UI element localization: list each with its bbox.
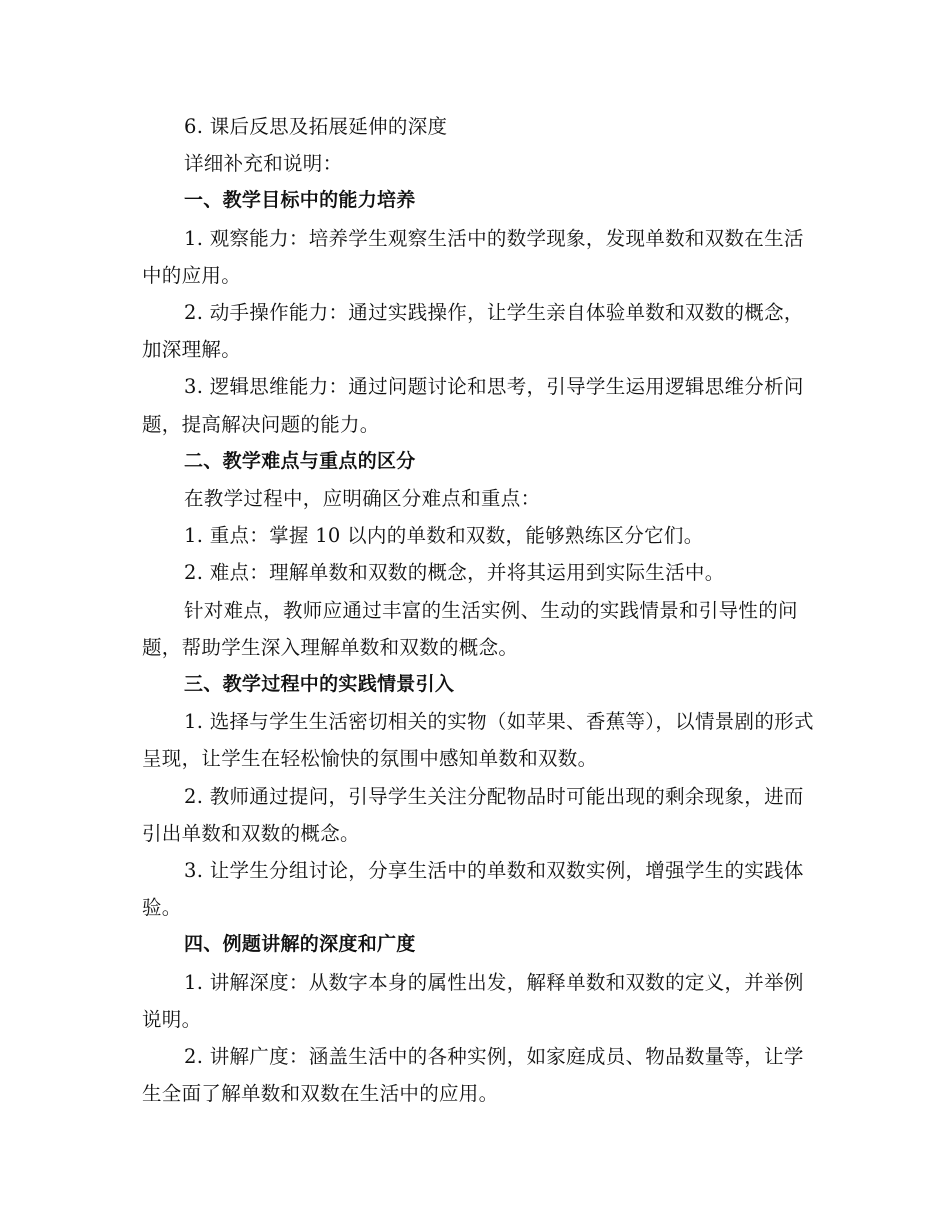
list-item-key-point: 1. 重点：掌握 10 以内的单数和双数，能够熟练区分它们。 [184,524,704,548]
intro-line: 详细补充和说明： [184,152,343,176]
section-heading-scenario: 三、教学过程中的实践情景引入 [184,673,455,696]
list-item-scenario-discussion: 3. 让学生分组讨论，分享生活中的单数和双数实例，增强学生的实践体验。 [142,859,804,920]
section-heading-difficulty: 二、教学难点与重点的区分 [184,449,416,472]
list-item-observation: 1. 观察能力：培养学生观察生活中的数学现象，发现单数和双数在生活中的应用。 [142,226,804,287]
list-item-logic: 3. 逻辑思维能力：通过问题讨论和思考，引导学生运用逻辑思维分析问题，提高解决问题的能力。 [142,375,804,436]
list-item-difficult-point: 2. 难点：理解单数和双数的概念，并将其运用到实际生活中。 [184,561,725,585]
document-body [142,108,814,1112]
paragraph-difficulty-strategy: 针对难点，教师应通过丰富的生活实例、生动的实践情景和引导性的问题，帮助学生深入理解单数和双数的概念。 [142,598,798,659]
list-item-depth: 1. 讲解深度：从数字本身的属性出发，解释单数和双数的定义，并举例说明。 [142,970,804,1031]
list-item-reflection: 6. 课后反思及拓展延伸的深度 [184,115,448,138]
paragraph-difficulty-intro: 在教学过程中，应明确区分难点和重点： [184,487,541,511]
list-item-scenario-questions: 2. 教师通过提问，引导学生关注分配物品时可能出现的剩余现象，进而引出单数和双数的概念。 [142,784,804,845]
list-item-breadth: 2. 讲解广度：涵盖生活中的各种实例，如家庭成员、物品数量等，让学生全面了解单数和双数在生活中的应用。 [142,1045,804,1106]
list-item-hands-on: 2. 动手操作能力：通过实践操作，让学生亲自体验单数和双数的概念，加深理解。 [142,301,804,362]
section-heading-ability: 一、教学目标中的能力培养 [184,189,416,212]
list-item-scenario-objects: 1. 选择与学生生活密切相关的实物（如苹果、香蕉等），以情景剧的形式呈现，让学生在轻松愉快的氛围中感知单数和双数。 [142,710,814,771]
section-heading-examples: 四、例题讲解的深度和广度 [184,933,416,956]
